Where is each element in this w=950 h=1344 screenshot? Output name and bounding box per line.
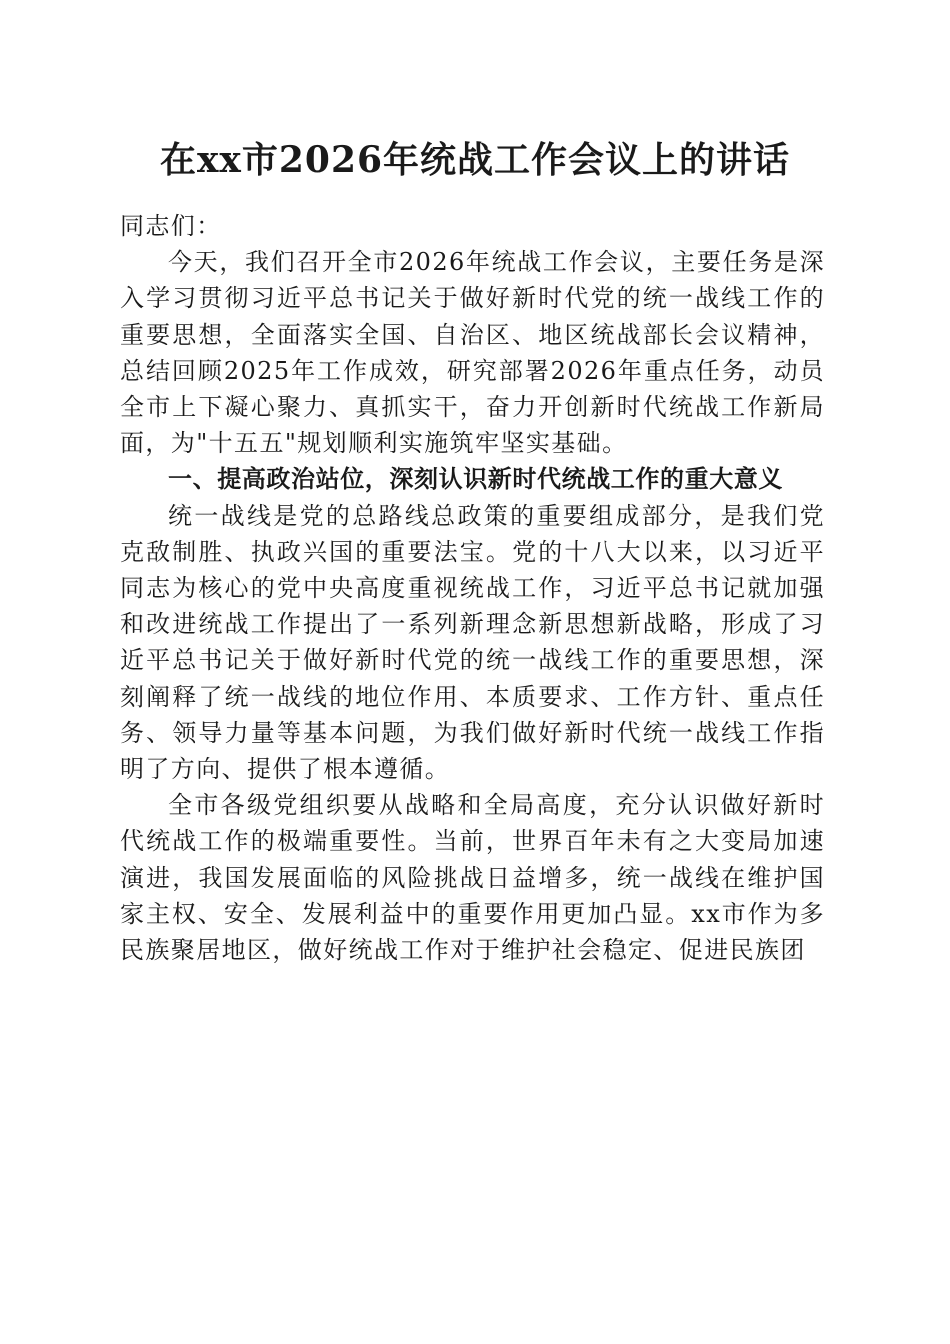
section-paragraph: 统一战线是党的总路线总政策的重要组成部分，是我们党克敌制胜、执政兴国的重要法宝。党的十八大以来，以习近平同志为核心的党中央高度重视统战工作，习近平总书记就加强和改进统战工作提出了一系列新理念新思想新战略，形成了习近平总书记关于做好新时代党的统一战线工作的重要思想，深刻阐释了统一战线的地位作用、本质要求、工作方针、重点任务、领导力量等基本问题，为我们做好新时代统一战线工作指明了方向、提供了根本遵循。 xyxy=(120,501,825,784)
section-heading: 一、提高政治站位，深刻认识新时代统战工作的重大意义 xyxy=(168,465,783,494)
document-title: 在xx市2026年统战工作会议上的讲话 xyxy=(159,139,791,181)
section-paragraph: 全市各级党组织要从战略和全局高度，充分认识做好新时代统战工作的极端重要性。当前，世界百年未有之大变局加速演进，我国发展面临的风险挑战日益增多，统一战线在维护国家主权、安全、发展利益中的重要作用更加凸显。xx市作为多民族聚居地区，做好统战工作对于维护社会稳定、促进民族团 xyxy=(120,791,825,965)
intro-paragraph: 今天，我们召开全市2026年统战工作会议，主要任务是深入学习贯彻习近平总书记关于做好新时代党的统一战线工作的重要思想，全面落实全国、自治区、地区统战部长会议精神，总结回顾2025年工作成效，研究部署2026年重点任务，动员全市上下凝心聚力、真抓实干，奋力开创新时代统战工作新局面，为"十五五"规划顺利实施筑牢坚实基础。 xyxy=(120,248,825,458)
document-body xyxy=(120,208,825,968)
salutation: 同志们： xyxy=(120,212,222,240)
